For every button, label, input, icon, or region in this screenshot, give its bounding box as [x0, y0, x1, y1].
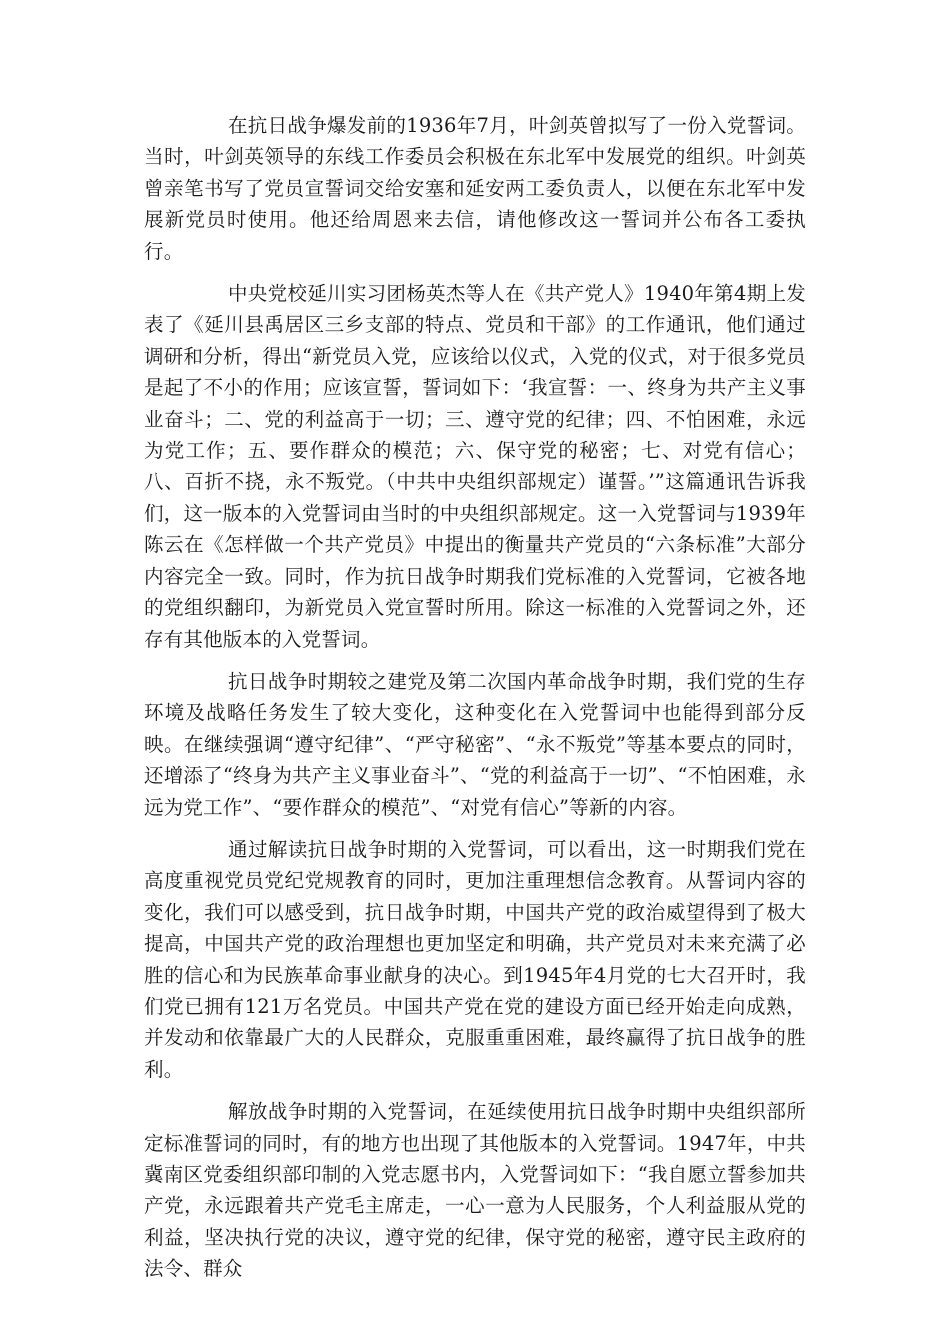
paragraph-1: 在抗日战争爆发前的1936年7月，叶剑英曾拟写了一份入党誓词。当时，叶剑英领导的东线工作委员会积极在东北军中发展党的组织。叶剑英曾亲笔书写了党员宣誓词交给安塞和延安两工委负责人，以便在东北军中发展新党员时使用。他还给周恩来去信，请他修改这一誓词并公布各工委执行。 — [144, 114, 806, 263]
paragraph-2: 中央党校延川实习团杨英杰等人在《共产党人》1940年第4期上发表了《延川县禹居区三乡支部的特点、党员和干部》的工作通讯，他们通过调研和分析，得出“新党员入党，应该给以仪式，入党的仪式，对于很多党员是起了不小的作用；应该宣誓，誓词如下：‘我宣誓：一、终身为共产主义事业奋斗；二、党的利益高于一切；三、遵守党的纪律；四、不怕困难，永远为党工作；五、要作群众的模范；六、保守党的秘密；七、对党有信心；八、百折不挠，永不叛党。（中共中央组织部规定）谨誓。’”这篇通讯告诉我们，这一版本的入党誓词由当时的中央组织部规定。这一入党誓词与1939年陈云在《怎样做一个共产党员》中提出的衡量共产党员的“六条标准”大部分内容完全一致。同时，作为抗日战争时期我们党标准的入党誓词，它被各地的党组织翻印，为新党员入党宣誓时所用。除这一标准的入党誓词之外，还存有其他版本的入党誓词。 — [144, 282, 806, 651]
paragraph-4: 通过解读抗日战争时期的入党誓词，可以看出，这一时期我们党在高度重视党员党纪党规教育的同时，更加注重理想信念教育。从誓词内容的变化，我们可以感受到，抗日战争时期，中国共产党的政治威望得到了极大提高，中国共产党的政治理想也更加坚定和明确，共产党员对未来充满了必胜的信心和为民族革命事业献身的决心。到1945年4月党的七大召开时，我们党已拥有121万名党员。中国共产党在党的建设方面已经开始走向成熟，并发动和依靠最广大的人民群众，克服重重困难，最终赢得了抗日战争的胜利。 — [144, 837, 806, 1081]
document-body — [144, 110, 806, 1296]
paragraph-5: 解放战争时期的入党誓词，在延续使用抗日战争时期中央组织部所定标准誓词的同时，有的地方也出现了其他版本的入党誓词。1947年，中共冀南区党委组织部印制的入党志愿书内，入党誓词如下：“我自愿立誓参加共产党，永远跟着共产党毛主席走，一心一意为人民服务，个人利益服从党的利益，坚决执行党的决议，遵守党的纪律，保守党的秘密，遵守民主政府的法令、群众 — [144, 1100, 806, 1281]
paragraph-3: 抗日战争时期较之建党及第二次国内革命战争时期，我们党的生存环境及战略任务发生了较大变化，这种变化在入党誓词中也能得到部分反映。在继续强调“遵守纪律”、“严守秘密”、“永不叛党”等基本要点的同时，还增添了“终身为共产主义事业奋斗”、“党的利益高于一切”、“不怕困难，永远为党工作”、“要作群众的模范”、“对党有信心”等新的内容。 — [144, 669, 806, 819]
